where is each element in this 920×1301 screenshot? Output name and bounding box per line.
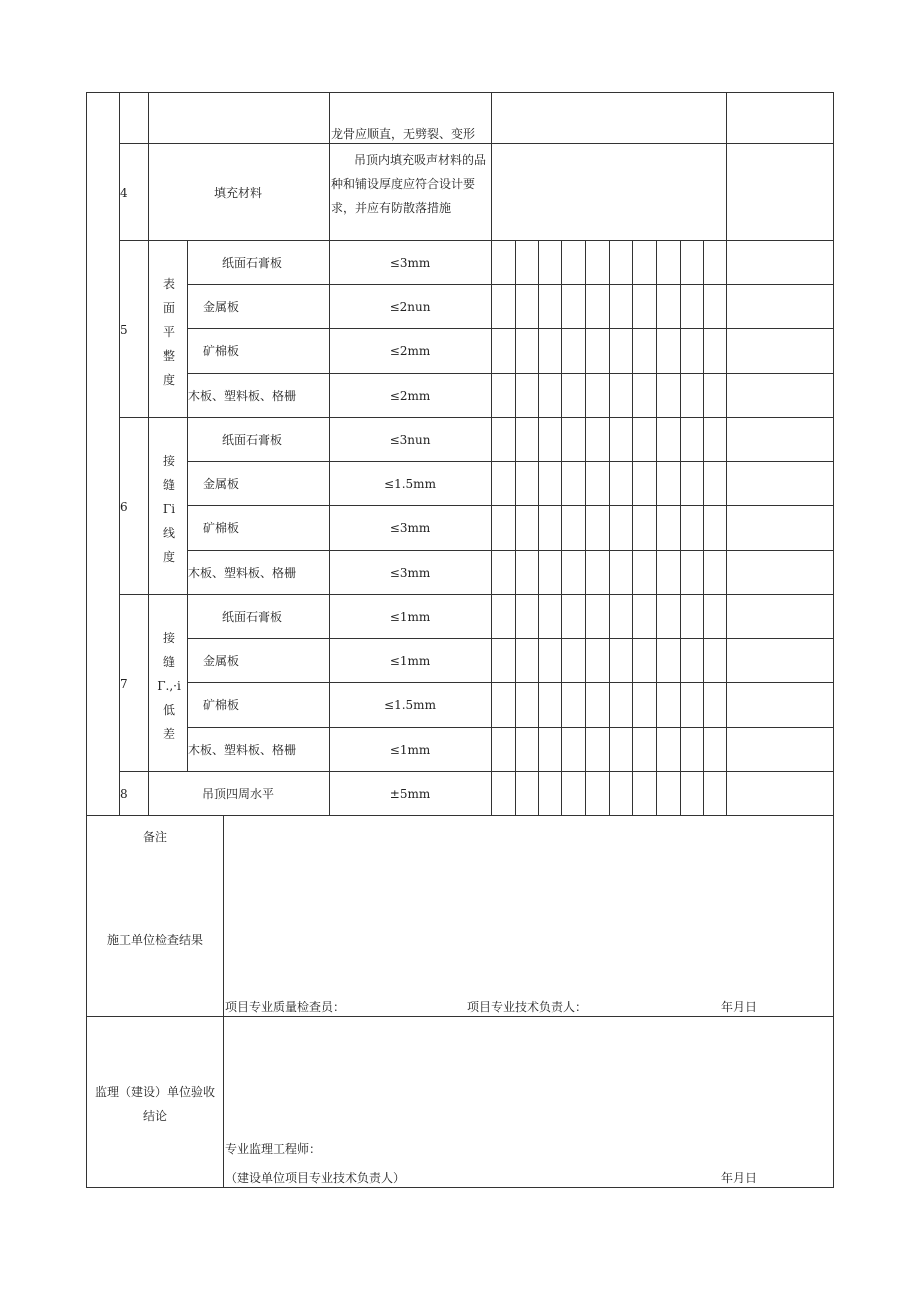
check-cell: [515, 417, 539, 462]
check-cell: [515, 682, 539, 728]
item-name: 填充材料: [213, 186, 263, 200]
material-name: 木板、塑料板、格栅: [188, 743, 297, 757]
check-cell: [538, 594, 562, 639]
check-cell: [680, 682, 704, 728]
check-cell: [491, 240, 516, 285]
material-name: 金属板: [202, 477, 240, 491]
group-name-char: 平: [162, 325, 176, 339]
tolerance-value: ≤1mm: [389, 654, 431, 668]
check-cell: [561, 550, 586, 595]
material-name: 金属板: [202, 654, 240, 668]
material-name: 金属板: [202, 300, 240, 314]
remarks-col-cell: [726, 143, 834, 241]
check-cell: [585, 417, 610, 462]
check-cell: [585, 328, 610, 374]
check-cell: [538, 328, 562, 374]
remarks-col-cell: [726, 461, 834, 506]
row-number: 7: [120, 677, 128, 691]
group-name-char: 面: [162, 301, 176, 315]
check-cell: [703, 373, 727, 418]
check-cell: [632, 550, 657, 595]
check-cell: [491, 373, 516, 418]
check-cell: [632, 727, 657, 772]
check-cell: [632, 417, 657, 462]
remarks-col-cell: [726, 373, 834, 418]
check-cell: [656, 594, 681, 639]
check-cell: [703, 550, 727, 595]
check-cell: [632, 240, 657, 285]
check-cell: [680, 550, 704, 595]
check-cell: [680, 771, 704, 816]
check-area-cell: [491, 92, 727, 144]
check-cell: [632, 461, 657, 506]
contractor-content-cell: [223, 815, 834, 1017]
check-cell: [656, 417, 681, 462]
standard-text: 求，并应有防散落措施: [331, 201, 452, 215]
check-cell: [491, 505, 516, 551]
standard-text: 龙骨应顺直，无劈裂、变形: [331, 127, 476, 141]
check-area-cell: [491, 143, 727, 241]
check-cell: [680, 594, 704, 639]
supervisor-label-cell: [86, 1016, 224, 1188]
group-name-char: 低: [162, 703, 176, 717]
check-cell: [656, 682, 681, 728]
check-cell: [609, 461, 633, 506]
tolerance-value: ≤3mm: [389, 256, 431, 270]
check-cell: [515, 240, 539, 285]
check-cell: [561, 461, 586, 506]
check-cell: [538, 505, 562, 551]
check-cell: [561, 505, 586, 551]
supervisor-content-cell: [223, 1016, 834, 1188]
check-cell: [585, 682, 610, 728]
material-name: 矿棉板: [202, 344, 240, 358]
check-cell: [585, 240, 610, 285]
check-cell: [585, 771, 610, 816]
check-cell: [491, 594, 516, 639]
check-cell: [561, 373, 586, 418]
remarks-col-cell: [726, 594, 834, 639]
group-name-char: 接: [162, 631, 176, 645]
check-cell: [609, 771, 633, 816]
check-cell: [585, 505, 610, 551]
check-cell: [680, 328, 704, 374]
check-cell: [515, 505, 539, 551]
group-name-char: 缝: [162, 478, 176, 492]
date-label: 年月日: [721, 1171, 758, 1185]
check-cell: [680, 284, 704, 329]
check-cell: [703, 417, 727, 462]
remarks-col-cell: [726, 417, 834, 462]
remarks-col-cell: [726, 727, 834, 772]
row-number: 6: [120, 500, 128, 514]
check-cell: [656, 550, 681, 595]
check-cell: [585, 550, 610, 595]
check-cell: [585, 594, 610, 639]
left-margin-column: [86, 92, 120, 816]
remarks-col-cell: [726, 638, 834, 683]
tolerance-value: ≤1mm: [389, 610, 431, 624]
check-cell: [491, 727, 516, 772]
check-cell: [680, 727, 704, 772]
check-cell: [609, 505, 633, 551]
check-cell: [561, 682, 586, 728]
check-cell: [703, 594, 727, 639]
check-cell: [515, 550, 539, 595]
check-cell: [538, 417, 562, 462]
remarks-col-cell: [726, 550, 834, 595]
check-cell: [585, 373, 610, 418]
material-name: 木板、塑料板、格栅: [188, 389, 297, 403]
check-cell: [609, 594, 633, 639]
check-cell: [703, 638, 727, 683]
remarks-col-cell: [726, 92, 834, 144]
check-cell: [491, 771, 516, 816]
tolerance-value: ≤1.5mm: [384, 477, 436, 491]
row-item-cell: [148, 92, 330, 144]
supervisor-label: 结论: [142, 1109, 168, 1123]
tolerance-value: ±5mm: [389, 787, 431, 801]
check-cell: [656, 461, 681, 506]
group-name-char: 度: [162, 550, 176, 564]
check-cell: [491, 461, 516, 506]
check-cell: [656, 240, 681, 285]
check-cell: [656, 373, 681, 418]
check-cell: [632, 505, 657, 551]
check-cell: [703, 284, 727, 329]
inspector-label: 项目专业质量检查员：: [225, 1000, 346, 1014]
check-cell: [561, 240, 586, 285]
group-name-char: Γi: [162, 502, 176, 516]
remarks-col-cell: [726, 771, 834, 816]
check-cell: [703, 727, 727, 772]
standard-text: 吊顶内填充吸声材料的品: [354, 153, 487, 167]
tolerance-value: ≤2mm: [389, 344, 431, 358]
row-number: 5: [120, 323, 128, 337]
check-cell: [561, 417, 586, 462]
check-cell: [561, 284, 586, 329]
check-cell: [491, 417, 516, 462]
supervisor-label: 监理（建设）单位验收: [94, 1085, 216, 1099]
owner-rep-label: （建设单位项目专业技术负责人）: [225, 1171, 406, 1185]
check-cell: [538, 240, 562, 285]
group-name-char: 表: [162, 277, 176, 291]
material-name: 纸面石膏板: [221, 610, 283, 624]
check-cell: [561, 771, 586, 816]
check-cell: [703, 505, 727, 551]
check-cell: [491, 550, 516, 595]
check-cell: [632, 328, 657, 374]
row-number: 8: [120, 787, 128, 801]
check-cell: [515, 727, 539, 772]
tolerance-value: ≤1mm: [389, 743, 431, 757]
material-name: 矿棉板: [202, 698, 240, 712]
check-cell: [632, 284, 657, 329]
check-cell: [632, 594, 657, 639]
tolerance-value: ≤3mm: [389, 521, 431, 535]
group-name-char: 线: [162, 526, 176, 540]
check-cell: [609, 284, 633, 329]
group-name-char: 差: [162, 727, 176, 741]
check-cell: [703, 240, 727, 285]
check-cell: [656, 638, 681, 683]
group-name-char: 缝: [162, 655, 176, 669]
check-cell: [609, 550, 633, 595]
check-cell: [515, 638, 539, 683]
group-name-char: Γ.,·i: [157, 679, 181, 693]
engineer-label: 专业监理工程师：: [225, 1142, 322, 1156]
check-cell: [680, 638, 704, 683]
check-cell: [561, 727, 586, 772]
check-cell: [632, 771, 657, 816]
tolerance-value: ≤2mm: [389, 389, 431, 403]
check-cell: [656, 284, 681, 329]
material-name: 矿棉板: [202, 521, 240, 535]
material-name: 纸面石膏板: [221, 433, 283, 447]
remarks-col-cell: [726, 284, 834, 329]
check-cell: [491, 682, 516, 728]
check-cell: [515, 461, 539, 506]
check-cell: [632, 682, 657, 728]
check-cell: [656, 328, 681, 374]
check-cell: [491, 284, 516, 329]
check-cell: [656, 505, 681, 551]
check-cell: [680, 505, 704, 551]
tolerance-value: ≤2nun: [389, 300, 431, 314]
row-no-cell: [119, 92, 149, 144]
check-cell: [632, 373, 657, 418]
check-cell: [680, 373, 704, 418]
group-name-char: 整: [162, 349, 176, 363]
remarks-col-cell: [726, 505, 834, 551]
check-cell: [515, 373, 539, 418]
check-cell: [680, 461, 704, 506]
remarks-label: 备注: [142, 830, 168, 844]
check-cell: [538, 638, 562, 683]
check-cell: [561, 328, 586, 374]
tolerance-value: ≤1.5mm: [384, 698, 436, 712]
check-cell: [609, 727, 633, 772]
check-cell: [538, 461, 562, 506]
check-cell: [609, 240, 633, 285]
remarks-col-cell: [726, 682, 834, 728]
group-name-char: 度: [162, 373, 176, 387]
check-cell: [656, 727, 681, 772]
check-cell: [491, 638, 516, 683]
check-cell: [538, 771, 562, 816]
check-cell: [609, 682, 633, 728]
check-cell: [703, 771, 727, 816]
check-cell: [515, 594, 539, 639]
item-name: 吊顶四周水平: [201, 787, 275, 801]
date-label: 年月日: [721, 1000, 758, 1014]
check-cell: [585, 638, 610, 683]
row-number: 4: [120, 186, 128, 200]
tech-lead-label: 项目专业技术负责人：: [467, 1000, 588, 1014]
remarks-col-cell: [726, 328, 834, 374]
check-cell: [632, 638, 657, 683]
check-cell: [538, 373, 562, 418]
check-cell: [585, 461, 610, 506]
standard-text: 种和铺设厚度应符合设计要: [331, 177, 476, 191]
tolerance-value: ≤3nun: [389, 433, 431, 447]
check-cell: [585, 284, 610, 329]
check-cell: [538, 550, 562, 595]
check-cell: [609, 638, 633, 683]
check-cell: [680, 240, 704, 285]
material-name: 纸面石膏板: [221, 256, 283, 270]
check-cell: [515, 771, 539, 816]
check-cell: [491, 328, 516, 374]
check-cell: [538, 682, 562, 728]
check-cell: [703, 461, 727, 506]
check-cell: [680, 417, 704, 462]
check-cell: [609, 328, 633, 374]
tolerance-value: ≤3mm: [389, 566, 431, 580]
check-cell: [515, 284, 539, 329]
check-cell: [703, 682, 727, 728]
material-name: 木板、塑料板、格栅: [188, 566, 297, 580]
group-name-char: 接: [162, 454, 176, 468]
check-cell: [703, 328, 727, 374]
check-cell: [585, 727, 610, 772]
check-cell: [538, 727, 562, 772]
contractor-label: 施工单位检查结果: [106, 933, 204, 947]
check-cell: [538, 284, 562, 329]
contractor-label-cell: [86, 815, 224, 1017]
check-cell: [609, 417, 633, 462]
check-cell: [609, 373, 633, 418]
check-cell: [656, 771, 681, 816]
check-cell: [515, 328, 539, 374]
check-cell: [561, 594, 586, 639]
remarks-col-cell: [726, 240, 834, 285]
check-cell: [561, 638, 586, 683]
